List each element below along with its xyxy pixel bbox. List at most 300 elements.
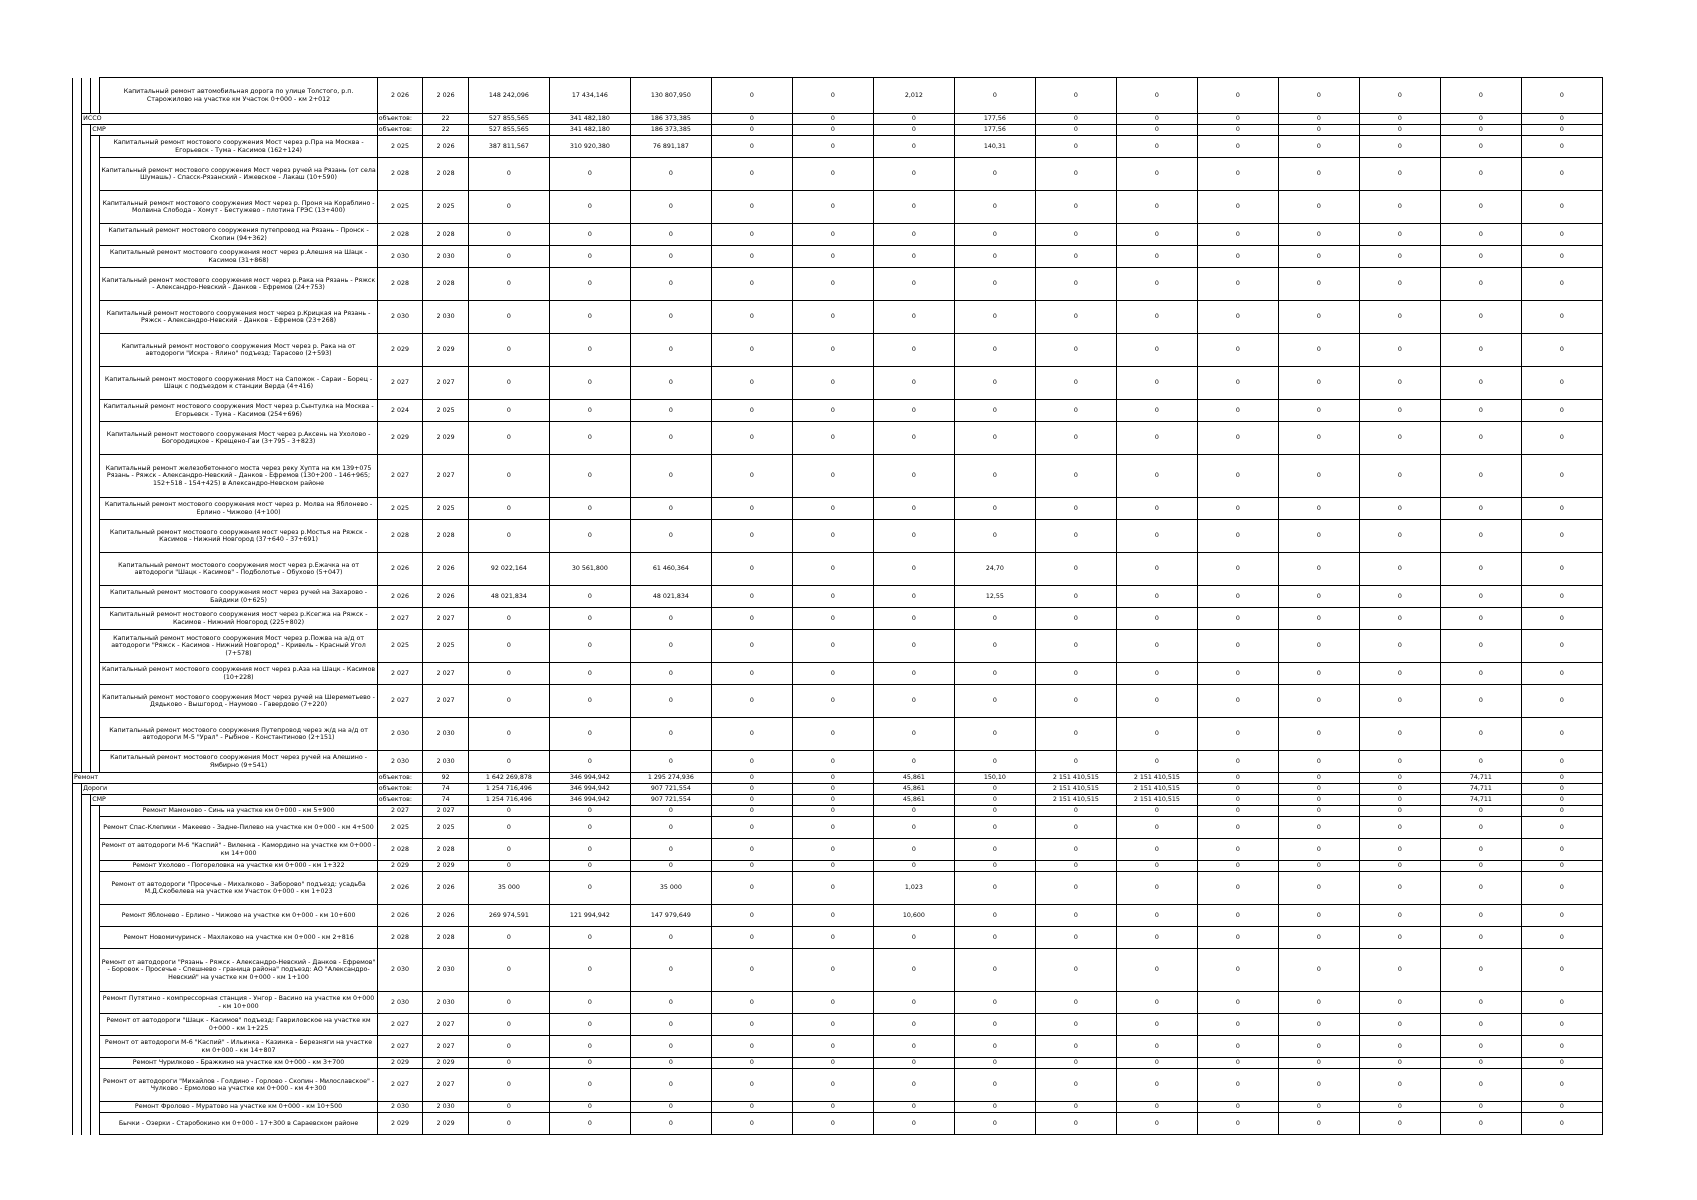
- value-cell: 0: [873, 498, 954, 520]
- value-cell: 0: [711, 78, 792, 114]
- value-cell: 0: [1440, 520, 1521, 553]
- value-cell: 0: [549, 498, 630, 520]
- value-cell: 0: [711, 663, 792, 685]
- value-cell: 0: [1440, 663, 1521, 685]
- value-cell: 0: [1359, 1069, 1440, 1102]
- value-cell: 0: [1197, 191, 1278, 224]
- value-cell: 0: [954, 1113, 1035, 1135]
- value-cell: 0: [1197, 78, 1278, 114]
- value-cell: 0: [1035, 191, 1116, 224]
- value-cell: 0: [1197, 685, 1278, 718]
- value-cell: 0: [1197, 158, 1278, 191]
- value-cell: 0: [711, 817, 792, 839]
- objects-label-cell: объектов:: [377, 795, 423, 806]
- value-cell: 0: [1440, 992, 1521, 1014]
- value-cell: 0: [792, 136, 873, 158]
- value-cell: 0: [1440, 400, 1521, 422]
- indent-cell: [73, 905, 82, 927]
- value-cell: 0: [1521, 861, 1602, 872]
- value-cell: 0: [1197, 1058, 1278, 1069]
- group-label: СМР: [91, 795, 378, 806]
- value-cell: 0: [792, 806, 873, 817]
- value-cell: 0: [1197, 872, 1278, 905]
- value-cell: 35 000: [630, 872, 711, 905]
- indent-cell: [73, 1014, 82, 1036]
- value-cell: 0: [1278, 872, 1359, 905]
- value-cell: 0: [1197, 663, 1278, 685]
- value-cell: 387 811,567: [468, 136, 549, 158]
- value-cell: 0: [630, 817, 711, 839]
- value-cell: 0: [1035, 872, 1116, 905]
- indent-cell: [73, 498, 82, 520]
- value-cell: 74,711: [1440, 773, 1521, 784]
- year-cell: 2 026: [423, 136, 469, 158]
- value-cell: 48 021,834: [468, 586, 549, 608]
- value-cell: 0: [1440, 125, 1521, 136]
- value-cell: 0: [468, 608, 549, 630]
- value-cell: 0: [792, 553, 873, 586]
- value-cell: 0: [954, 367, 1035, 400]
- value-cell: 0: [1521, 773, 1602, 784]
- value-cell: 24,70: [954, 553, 1035, 586]
- value-cell: 0: [468, 455, 549, 498]
- value-cell: 0: [1440, 1036, 1521, 1058]
- value-cell: 0: [468, 246, 549, 268]
- value-cell: 61 460,364: [630, 553, 711, 586]
- group-label: Дороги: [82, 784, 378, 795]
- value-cell: 0: [1116, 400, 1197, 422]
- value-cell: 0: [1278, 1058, 1359, 1069]
- table-row: [73, 455, 1603, 498]
- value-cell: 0: [468, 334, 549, 367]
- table-row: [73, 663, 1603, 685]
- table-row: [73, 608, 1603, 630]
- objects-label-cell: объектов:: [377, 773, 423, 784]
- value-cell: 0: [1197, 861, 1278, 872]
- value-cell: 0: [711, 125, 792, 136]
- value-cell: 0: [1359, 608, 1440, 630]
- value-cell: 0: [792, 817, 873, 839]
- value-cell: 0: [1521, 78, 1602, 114]
- value-cell: 0: [1440, 1058, 1521, 1069]
- value-cell: 0: [1521, 795, 1602, 806]
- year-cell: 2 028: [377, 839, 423, 861]
- value-cell: 0: [1197, 608, 1278, 630]
- value-cell: 0: [711, 806, 792, 817]
- value-cell: 0: [711, 498, 792, 520]
- value-cell: 0: [1197, 367, 1278, 400]
- value-cell: 0: [549, 806, 630, 817]
- value-cell: 0: [1197, 520, 1278, 553]
- value-cell: 0: [711, 400, 792, 422]
- value-cell: 0: [1521, 718, 1602, 751]
- value-cell: 0: [1278, 422, 1359, 455]
- value-cell: 0: [1116, 78, 1197, 114]
- year-cell: 2 029: [377, 861, 423, 872]
- value-cell: 0: [1278, 158, 1359, 191]
- value-cell: 0: [630, 498, 711, 520]
- value-cell: 130 807,950: [630, 78, 711, 114]
- indent-cell: [82, 839, 91, 861]
- value-cell: 0: [711, 158, 792, 191]
- value-cell: 0: [1521, 905, 1602, 927]
- value-cell: 0: [792, 301, 873, 334]
- value-cell: 0: [1116, 1069, 1197, 1102]
- value-cell: 0: [1521, 663, 1602, 685]
- value-cell: 0: [954, 1069, 1035, 1102]
- group-row: [73, 114, 1603, 125]
- group-label: ИССО: [82, 114, 378, 125]
- value-cell: 0: [1278, 334, 1359, 367]
- indent-cell: [73, 839, 82, 861]
- value-cell: 527 855,565: [468, 125, 549, 136]
- value-cell: 0: [468, 817, 549, 839]
- value-cell: 0: [711, 224, 792, 246]
- value-cell: 0: [954, 872, 1035, 905]
- indent-cell: [91, 191, 100, 224]
- indent-cell: [91, 949, 100, 992]
- value-cell: 92 022,164: [468, 553, 549, 586]
- indent-cell: [91, 1069, 100, 1102]
- indent-cell: [82, 718, 91, 751]
- year-cell: 2 025: [423, 191, 469, 224]
- value-cell: 0: [954, 158, 1035, 191]
- value-cell: 0: [954, 1102, 1035, 1113]
- year-cell: 2 027: [423, 608, 469, 630]
- value-cell: 0: [1278, 498, 1359, 520]
- value-cell: 0: [1521, 1113, 1602, 1135]
- indent-cell: [91, 1102, 100, 1113]
- indent-cell: [91, 630, 100, 663]
- value-cell: 0: [1197, 586, 1278, 608]
- value-cell: 0: [1521, 839, 1602, 861]
- indent-cell: [73, 817, 82, 839]
- object-name-cell: Ремонт Фролово - Муратово на участке км 0+000 - км 10+500: [100, 1102, 377, 1113]
- value-cell: 0: [1116, 268, 1197, 301]
- value-cell: 0: [549, 191, 630, 224]
- value-cell: 0: [954, 806, 1035, 817]
- value-cell: 2 151 410,515: [1116, 795, 1197, 806]
- value-cell: 0: [954, 817, 1035, 839]
- value-cell: 0: [630, 751, 711, 773]
- value-cell: 0: [792, 367, 873, 400]
- value-cell: 0: [1035, 520, 1116, 553]
- indent-cell: [73, 191, 82, 224]
- value-cell: 0: [1278, 751, 1359, 773]
- value-cell: 0: [1359, 927, 1440, 949]
- value-cell: 0: [954, 861, 1035, 872]
- value-cell: 0: [1521, 125, 1602, 136]
- value-cell: 0: [1035, 751, 1116, 773]
- indent-cell: [82, 685, 91, 718]
- object-name-cell: Капитальный ремонт мостового сооружения мост через р.Крицкая на Рязань - Ряжск - Александро-Невский - Данков - Ефремов (23+268): [100, 301, 377, 334]
- value-cell: 0: [873, 806, 954, 817]
- value-cell: 0: [1440, 861, 1521, 872]
- group-label: Ремонт: [73, 773, 378, 784]
- value-cell: 0: [711, 839, 792, 861]
- value-cell: 0: [1197, 455, 1278, 498]
- year-cell: 2 024: [377, 400, 423, 422]
- indent-cell: [82, 246, 91, 268]
- value-cell: 0: [468, 158, 549, 191]
- value-cell: 0: [1359, 334, 1440, 367]
- value-cell: 0: [1278, 301, 1359, 334]
- indent-cell: [82, 872, 91, 905]
- value-cell: 0: [1035, 455, 1116, 498]
- value-cell: 0: [873, 136, 954, 158]
- value-cell: 0: [1440, 301, 1521, 334]
- year-cell: 2 025: [377, 498, 423, 520]
- value-cell: 0: [873, 1036, 954, 1058]
- value-cell: 0: [792, 422, 873, 455]
- value-cell: 0: [630, 806, 711, 817]
- value-cell: 0: [711, 1036, 792, 1058]
- year-cell: 2 030: [423, 718, 469, 751]
- indent-cell: [82, 751, 91, 773]
- indent-cell: [91, 806, 100, 817]
- value-cell: 0: [873, 158, 954, 191]
- value-cell: 0: [1521, 685, 1602, 718]
- value-cell: 0: [711, 1014, 792, 1036]
- value-cell: 0: [1116, 1102, 1197, 1113]
- value-cell: 0: [792, 1113, 873, 1135]
- indent-cell: [91, 246, 100, 268]
- year-cell: 2 030: [377, 949, 423, 992]
- value-cell: 0: [1521, 1058, 1602, 1069]
- value-cell: 0: [630, 367, 711, 400]
- value-cell: 0: [1359, 400, 1440, 422]
- value-cell: 0: [630, 268, 711, 301]
- object-name-cell: Капитальный ремонт мостового сооружения мост через р.Аза на Шацк - Касимов (10+228): [100, 663, 377, 685]
- value-cell: 0: [1197, 498, 1278, 520]
- value-cell: 0: [630, 422, 711, 455]
- value-cell: 0: [1278, 268, 1359, 301]
- object-name-cell: Капитальный ремонт мостового сооружения мост через р.Рака на Рязань - Ряжск - Александро-Невский - Данков - Ефремов (24+753): [100, 268, 377, 301]
- value-cell: 0: [873, 927, 954, 949]
- value-cell: 0: [792, 586, 873, 608]
- value-cell: 2,012: [873, 78, 954, 114]
- value-cell: 0: [1521, 158, 1602, 191]
- value-cell: 0: [549, 367, 630, 400]
- value-cell: 0: [1035, 992, 1116, 1014]
- value-cell: 0: [549, 586, 630, 608]
- value-cell: 0: [468, 685, 549, 718]
- value-cell: 0: [1440, 158, 1521, 191]
- value-cell: 0: [1521, 1069, 1602, 1102]
- value-cell: 0: [954, 630, 1035, 663]
- value-cell: 0: [954, 520, 1035, 553]
- value-cell: 0: [1359, 455, 1440, 498]
- indent-cell: [82, 861, 91, 872]
- value-cell: 0: [873, 553, 954, 586]
- table-row: [73, 718, 1603, 751]
- value-cell: 0: [1359, 520, 1440, 553]
- value-cell: 0: [1116, 905, 1197, 927]
- value-cell: 1,023: [873, 872, 954, 905]
- value-cell: 0: [1521, 630, 1602, 663]
- year-cell: 2 025: [377, 136, 423, 158]
- value-cell: 35 000: [468, 872, 549, 905]
- indent-cell: [82, 663, 91, 685]
- indent-cell: [82, 1102, 91, 1113]
- year-cell: 2 029: [423, 422, 469, 455]
- indent-cell: [73, 268, 82, 301]
- value-cell: 0: [630, 663, 711, 685]
- table-body: [73, 78, 1603, 1135]
- table-row: [73, 1036, 1603, 1058]
- indent-cell: [91, 1036, 100, 1058]
- year-cell: 2 029: [377, 1058, 423, 1069]
- value-cell: 0: [1035, 78, 1116, 114]
- value-cell: 0: [1359, 1014, 1440, 1036]
- value-cell: 0: [1197, 806, 1278, 817]
- value-cell: 0: [1116, 224, 1197, 246]
- year-cell: 2 030: [377, 992, 423, 1014]
- value-cell: 0: [630, 191, 711, 224]
- value-cell: 0: [711, 553, 792, 586]
- value-cell: 0: [1521, 301, 1602, 334]
- value-cell: 0: [711, 905, 792, 927]
- value-cell: 0: [549, 817, 630, 839]
- year-cell: 2 027: [377, 608, 423, 630]
- value-cell: 0: [1116, 520, 1197, 553]
- value-cell: 0: [1521, 455, 1602, 498]
- value-cell: 0: [711, 334, 792, 367]
- year-cell: 2 027: [423, 663, 469, 685]
- value-cell: 0: [1197, 125, 1278, 136]
- value-cell: 0: [1035, 301, 1116, 334]
- year-cell: 2 027: [377, 663, 423, 685]
- indent-cell: [82, 498, 91, 520]
- value-cell: 0: [873, 224, 954, 246]
- value-cell: 0: [1278, 861, 1359, 872]
- indent-cell: [91, 455, 100, 498]
- indent-cell: [91, 136, 100, 158]
- indent-cell: [91, 422, 100, 455]
- value-cell: 0: [1035, 422, 1116, 455]
- value-cell: 0: [549, 455, 630, 498]
- value-cell: 0: [630, 334, 711, 367]
- value-cell: 0: [1035, 1102, 1116, 1113]
- object-name-cell: Бычки - Озерки - Старобокино км 0+000 - 17+300 в Сараевском районе: [100, 1113, 377, 1135]
- object-name-cell: Ремонт Новомичуринск - Махлаково на участке км 0+000 - км 2+816: [100, 927, 377, 949]
- year-cell: 2 027: [377, 1036, 423, 1058]
- value-cell: 0: [873, 992, 954, 1014]
- object-name-cell: Капитальный ремонт мостового сооружения мост через р. Молва на Яблонево - Ерлино - Чижово (4+100): [100, 498, 377, 520]
- value-cell: 0: [954, 191, 1035, 224]
- value-cell: 0: [711, 718, 792, 751]
- indent-cell: [73, 422, 82, 455]
- year-cell: 2 027: [377, 455, 423, 498]
- value-cell: 0: [792, 1058, 873, 1069]
- value-cell: 0: [1359, 136, 1440, 158]
- value-cell: 0: [954, 905, 1035, 927]
- indent-cell: [91, 158, 100, 191]
- value-cell: 0: [1035, 136, 1116, 158]
- value-cell: 0: [1521, 1036, 1602, 1058]
- value-cell: 0: [1521, 872, 1602, 905]
- value-cell: 0: [1521, 114, 1602, 125]
- value-cell: 0: [468, 520, 549, 553]
- indent-cell: [91, 861, 100, 872]
- indent-cell: [73, 1102, 82, 1113]
- year-cell: 2 028: [423, 268, 469, 301]
- value-cell: 0: [1278, 114, 1359, 125]
- value-cell: 0: [1035, 400, 1116, 422]
- value-cell: 0: [1035, 839, 1116, 861]
- year-cell: 2 027: [377, 806, 423, 817]
- year-cell: 74: [423, 795, 469, 806]
- value-cell: 0: [1197, 839, 1278, 861]
- value-cell: 0: [1359, 114, 1440, 125]
- indent-cell: [73, 718, 82, 751]
- value-cell: 0: [873, 268, 954, 301]
- value-cell: 0: [549, 1058, 630, 1069]
- value-cell: 0: [1521, 1014, 1602, 1036]
- value-cell: 0: [1278, 905, 1359, 927]
- value-cell: 0: [1359, 1113, 1440, 1135]
- value-cell: 0: [1278, 949, 1359, 992]
- value-cell: 0: [1197, 992, 1278, 1014]
- year-cell: 2 025: [423, 630, 469, 663]
- value-cell: 0: [954, 1058, 1035, 1069]
- value-cell: 0: [711, 191, 792, 224]
- value-cell: 0: [1197, 136, 1278, 158]
- value-cell: 0: [792, 1036, 873, 1058]
- indent-cell: [82, 191, 91, 224]
- value-cell: 0: [468, 806, 549, 817]
- value-cell: 0: [873, 1069, 954, 1102]
- value-cell: 121 994,942: [549, 905, 630, 927]
- value-cell: 0: [549, 751, 630, 773]
- value-cell: 0: [711, 1069, 792, 1102]
- value-cell: 0: [1197, 718, 1278, 751]
- table-row: [73, 806, 1603, 817]
- table-row: [73, 498, 1603, 520]
- value-cell: 2 151 410,515: [1116, 773, 1197, 784]
- value-cell: 0: [630, 1069, 711, 1102]
- value-cell: 0: [1116, 334, 1197, 367]
- indent-cell: [82, 817, 91, 839]
- value-cell: 0: [1359, 158, 1440, 191]
- value-cell: 0: [792, 608, 873, 630]
- value-cell: 0: [468, 1014, 549, 1036]
- table-row: [73, 78, 1603, 114]
- value-cell: 0: [468, 422, 549, 455]
- value-cell: 0: [1116, 301, 1197, 334]
- value-cell: 0: [873, 334, 954, 367]
- value-cell: 0: [1035, 806, 1116, 817]
- value-cell: 0: [1116, 608, 1197, 630]
- indent-cell: [73, 1113, 82, 1135]
- table-row: [73, 367, 1603, 400]
- value-cell: 0: [549, 663, 630, 685]
- value-cell: 0: [1440, 498, 1521, 520]
- value-cell: 0: [630, 455, 711, 498]
- value-cell: 0: [1278, 718, 1359, 751]
- object-name-cell: Ремонт от автодороги "Просечье - Михалково - Заборово" подъезд: усадьба М.Д.Скобелева на участке км Участок 0+000 - км 1+023: [100, 872, 377, 905]
- table-row: [73, 191, 1603, 224]
- value-cell: 0: [1278, 608, 1359, 630]
- value-cell: 0: [1278, 1113, 1359, 1135]
- value-cell: 0: [1278, 125, 1359, 136]
- value-cell: 0: [1035, 586, 1116, 608]
- value-cell: 0: [1440, 136, 1521, 158]
- value-cell: 12,55: [954, 586, 1035, 608]
- indent-cell: [91, 905, 100, 927]
- value-cell: 0: [1521, 553, 1602, 586]
- indent-cell: [91, 1058, 100, 1069]
